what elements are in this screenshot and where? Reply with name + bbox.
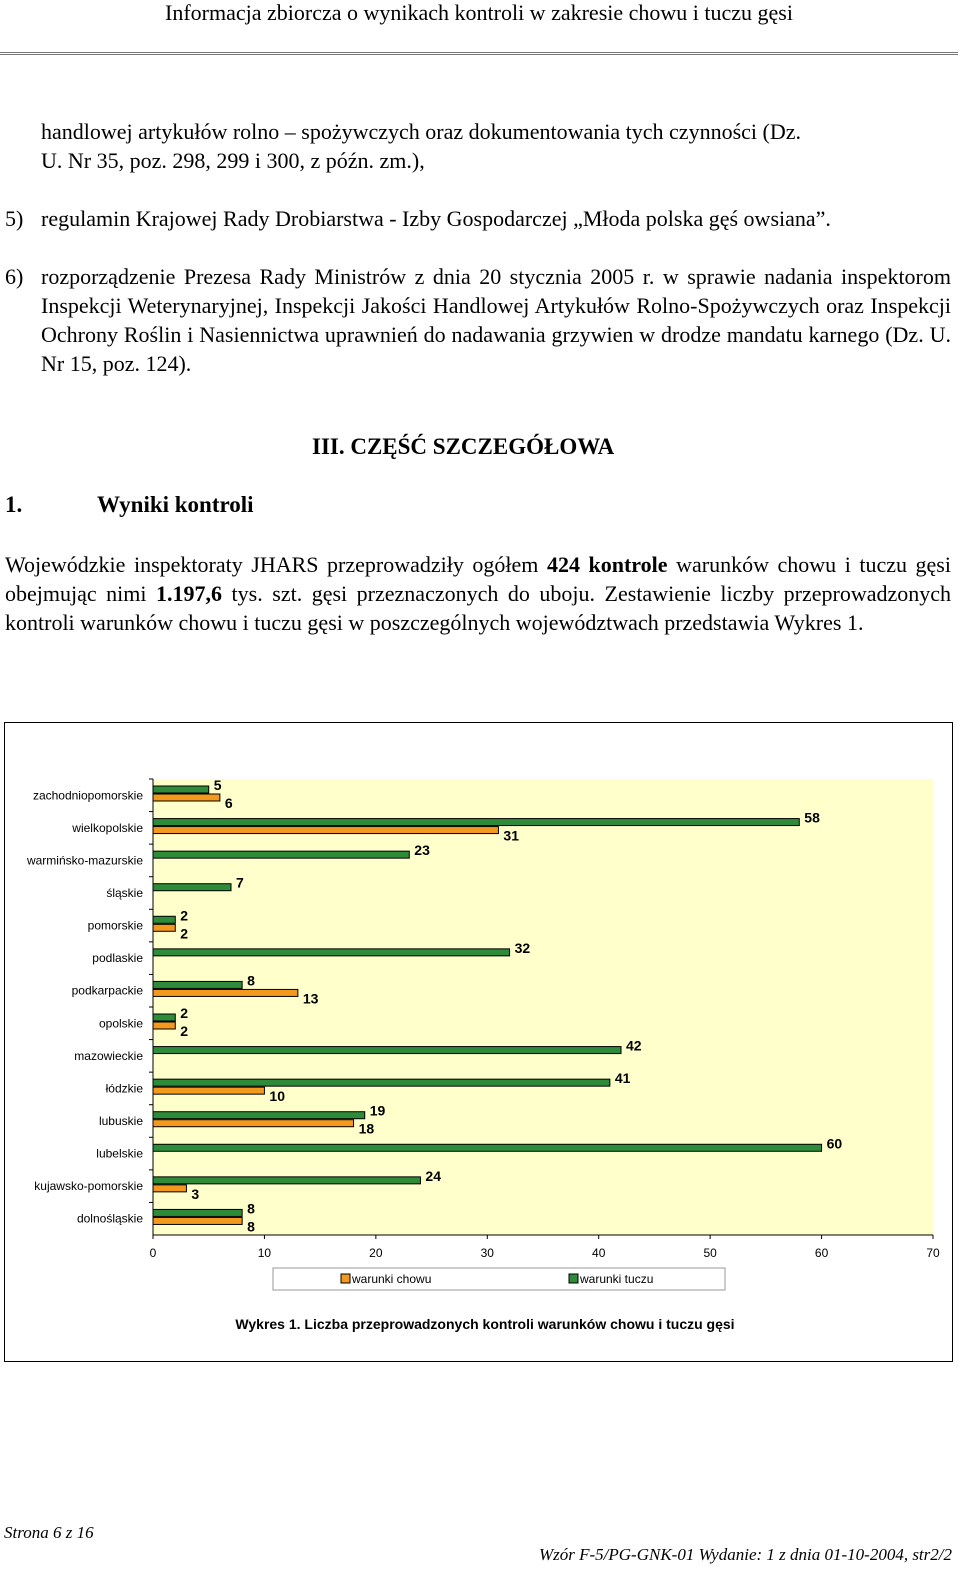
data-label: 42 xyxy=(626,1037,642,1054)
bar-chowu xyxy=(153,989,298,996)
subsection-number: 1. xyxy=(5,492,23,517)
data-label: 19 xyxy=(369,1102,386,1119)
x-tick-label: 30 xyxy=(480,1246,494,1260)
bar-chowu xyxy=(153,827,498,834)
bar-tuczu xyxy=(153,1079,610,1086)
data-label: 2 xyxy=(180,907,189,924)
bar-tuczu xyxy=(153,786,209,793)
bar-chowu xyxy=(153,1120,354,1127)
data-label: 2 xyxy=(180,1023,189,1039)
data-label: 8 xyxy=(247,1200,255,1217)
bar-tuczu xyxy=(153,916,175,923)
footer-page-number: Strona 6 z 16 xyxy=(4,1523,94,1542)
data-label: 58 xyxy=(804,809,820,826)
data-label: 2 xyxy=(180,1005,189,1021)
x-tick-label: 10 xyxy=(257,1246,272,1260)
x-tick-label: 40 xyxy=(592,1246,606,1260)
item5-text: regulamin Krajowej Rady Drobiarstwa - Izby Gospodarczej „Młoda polska gęś owsiana”. xyxy=(41,206,831,231)
category-label: podkarpackie xyxy=(71,983,143,998)
data-label: 6 xyxy=(224,795,233,811)
category-label: kujawsko-pomorskie xyxy=(34,1179,143,1194)
section-title: III. CZĘŚĆ SZCZEGÓŁOWA xyxy=(312,434,615,459)
x-tick-label: 60 xyxy=(814,1246,829,1260)
data-label: 8 xyxy=(247,1218,255,1235)
page-header xyxy=(0,0,958,55)
bar-chart xyxy=(5,723,952,1361)
category-label: wielkopolskie xyxy=(72,820,143,835)
legal-continuation-line2: U. Nr 35, poz. 298, 299 i 300, z późn. zm.), xyxy=(41,148,425,173)
bar-tuczu xyxy=(153,1209,242,1216)
bar-chowu xyxy=(153,1022,175,1029)
bar-tuczu xyxy=(153,851,409,858)
category-label: dolnośląskie xyxy=(76,1211,143,1226)
category-label: lubuskie xyxy=(98,1114,143,1128)
bar-tuczu xyxy=(153,1112,365,1119)
results-text-b: warunków chowu i tuczu gęsi obejmując nimi xyxy=(5,552,951,606)
x-tick-label: 0 xyxy=(149,1246,157,1260)
bar-tuczu xyxy=(153,1014,175,1021)
category-label: opolskie xyxy=(98,1016,143,1031)
category-label: śląskie xyxy=(106,886,143,900)
bar-chowu xyxy=(153,1217,242,1224)
category-label: zachodniopomorskie xyxy=(32,788,143,803)
item6-text: rozporządzenie Prezesa Rady Ministrów z dnia 20 stycznia 2005 r. w sprawie nadania inspektorom Inspekcji Weterynaryjnej, Inspekcji Jakości Handlowej Artykułów Rolno-Spożywczych oraz Inspekcji Ochrony Roślin i Nasiennictwa uprawnień do nadawania grzywien w drodze mandatu karnego (Dz. U. Nr 15, poz. 124). xyxy=(41,264,951,376)
data-label: 8 xyxy=(247,972,255,989)
data-label: 18 xyxy=(358,1120,375,1137)
data-label: 31 xyxy=(503,827,520,844)
bar-tuczu xyxy=(153,949,510,956)
bar-tuczu xyxy=(153,819,799,826)
results-bold-a: 424 kontrole xyxy=(546,552,668,577)
results-bold-b: 1.197,6 xyxy=(156,581,223,606)
footer-form-id: Wzór F-5/PG-GNK-01 Wydanie: 1 z dnia 01-10-2004, str2/2 xyxy=(538,1545,952,1564)
data-label: 41 xyxy=(614,1070,631,1087)
legal-continuation xyxy=(41,117,951,175)
bar-chowu xyxy=(153,794,220,801)
x-tick-label: 70 xyxy=(926,1246,940,1260)
data-label: 23 xyxy=(414,842,430,859)
item6-number: 6) xyxy=(5,264,24,289)
data-label: 5 xyxy=(213,777,222,793)
bar-chowu xyxy=(153,924,175,931)
legend-swatch xyxy=(569,1274,578,1283)
results-text-a: Wojewódzkie inspektoraty JHARS przeprowadziły ogółem xyxy=(5,552,547,577)
legal-continuation-line1: handlowej artykułów rolno – spożywczych oraz dokumentowania tych czynności (Dz. xyxy=(41,119,801,144)
bar-tuczu xyxy=(153,1144,822,1151)
legend-label: warunki chowu xyxy=(352,1272,432,1286)
category-label: warmińsko-mazurskie xyxy=(26,853,143,868)
chart-box xyxy=(4,722,953,1362)
bar-tuczu xyxy=(153,981,242,988)
data-label: 60 xyxy=(826,1135,843,1152)
legend-label: warunki tuczu xyxy=(580,1272,654,1286)
bar-tuczu xyxy=(153,1047,621,1054)
x-tick-label: 20 xyxy=(369,1246,383,1260)
x-tick-label: 50 xyxy=(703,1246,717,1260)
category-label: mazowieckie xyxy=(74,1048,143,1063)
bar-chowu xyxy=(153,1185,186,1192)
chart-title: Wykres 1. Liczba przeprowadzonych kontroli warunków chowu i tuczu gęsi xyxy=(235,1316,735,1332)
data-label: 7 xyxy=(236,874,244,891)
data-label: 13 xyxy=(302,990,319,1007)
legend-swatch xyxy=(341,1274,350,1283)
bar-tuczu xyxy=(153,1177,420,1184)
results-text-c: tys. szt. gęsi przeznaczonych do uboju. Zestawienie liczby przeprowadzonych kontroli warunków chowu i tuczu gęsi w poszczególnych województwach przedstawia Wykres 1. xyxy=(5,581,952,635)
category-label: lubelskie xyxy=(96,1146,143,1161)
subsection-title: Wyniki kontroli xyxy=(97,492,254,517)
data-label: 10 xyxy=(269,1088,286,1105)
item5-number: 5) xyxy=(5,206,24,231)
category-label: pomorskie xyxy=(87,918,143,933)
category-label: podlaskie xyxy=(92,951,143,966)
header-title: Informacja zbiorcza o wynikach kontroli w zakresie chowu i tuczu gęsi xyxy=(165,0,793,25)
bar-chowu xyxy=(153,1087,264,1094)
results-paragraph xyxy=(5,550,951,637)
data-label: 24 xyxy=(425,1167,442,1184)
data-label: 3 xyxy=(191,1185,200,1202)
category-label: łódzkie xyxy=(105,1081,143,1096)
plot-area xyxy=(153,779,933,1235)
data-label: 2 xyxy=(180,925,189,942)
data-label: 32 xyxy=(514,939,531,956)
bar-tuczu xyxy=(153,884,231,891)
